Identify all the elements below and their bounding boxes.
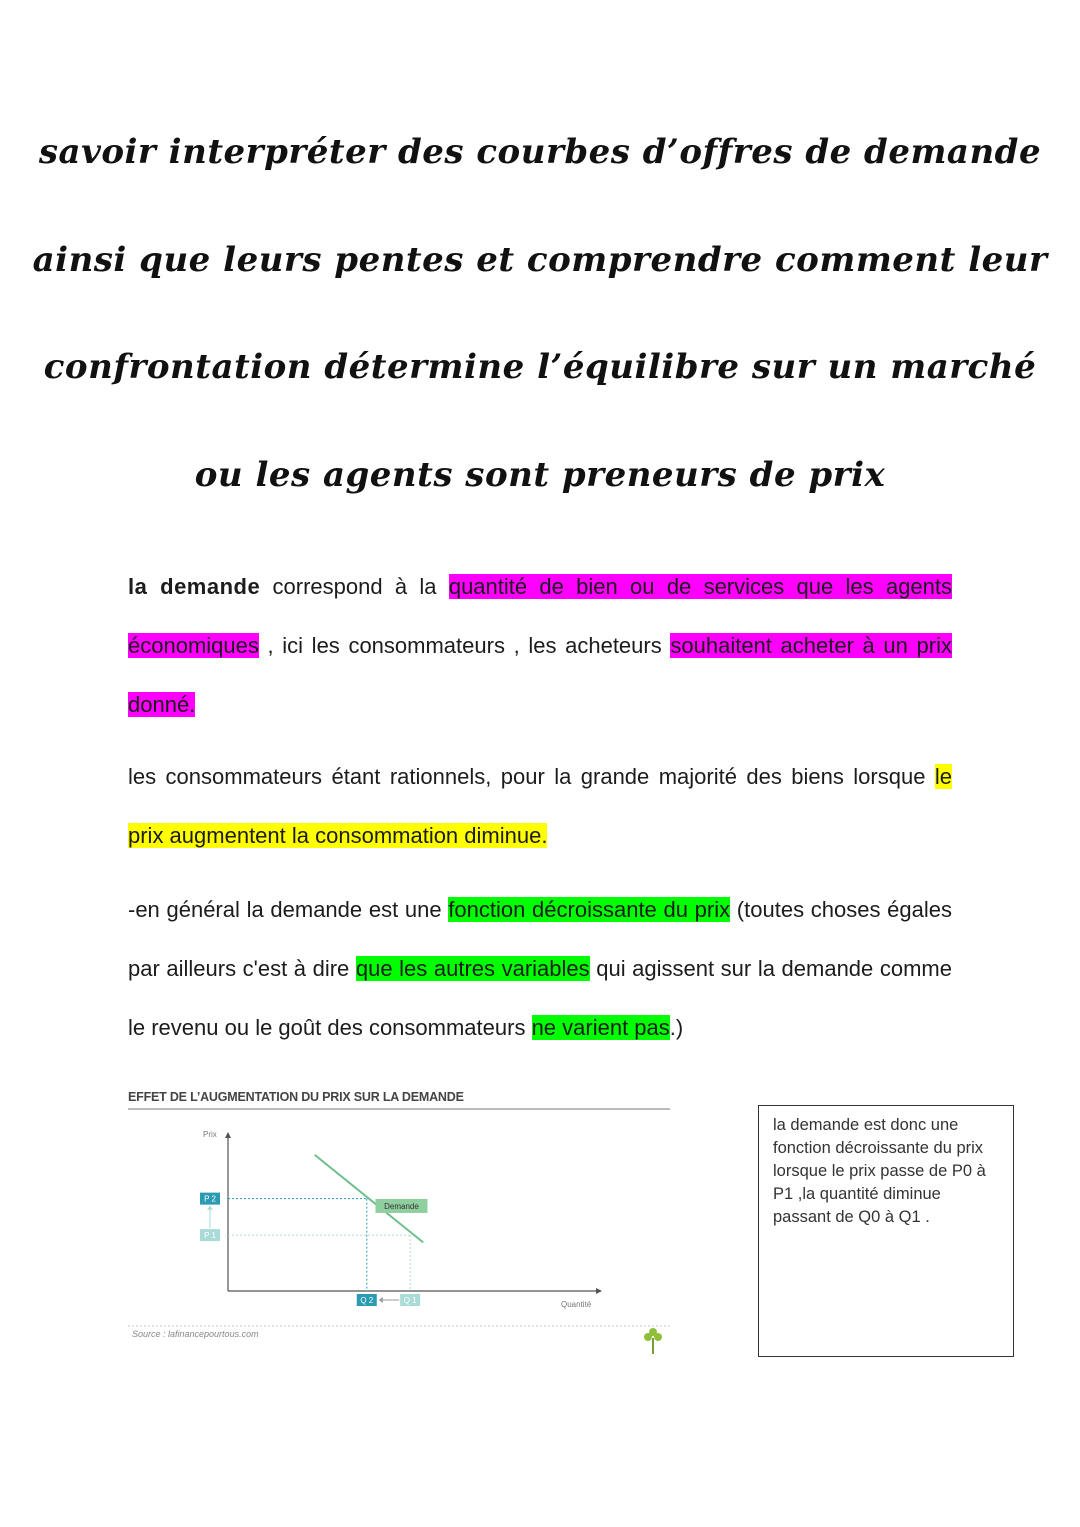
paragraph-decreasing-function: -en général la demande est une fonction décroissante du prix (toutes choses égales par ailleurs c'est à dire que les autres variables qui agissent sur la demande comme le revenu ou le goût des consommateurs ne varient pas.) (128, 897, 952, 1040)
x-axis-arrow (596, 1288, 602, 1294)
demand-chart (126, 1088, 674, 1363)
paragraph-demand-definition: la demande correspond à la quantité de bien ou de services que les agents économiques , ici les consommateurs , les acheteurs souhaitent acheter à un prix donné. (128, 574, 953, 717)
qty-label-1: Q 2 (360, 1296, 374, 1305)
price-label-1: P 2 (204, 1194, 216, 1204)
chart-plot-area (200, 1130, 602, 1309)
highlight-price-increase: le prix augmentent la consommation diminue. (128, 764, 952, 848)
note-text: la demande est donc une fonction décroissante du prix lorsque le prix passe de P0 à P1 ,la quantité diminue passant de Q0 à Q1 . (773, 1116, 986, 1226)
title-line-3: confrontation détermine l’équilibre sur un marché (43, 347, 1037, 387)
highlight-do-not-vary: ne varient pas (531, 1015, 670, 1040)
chart-title: EFFET DE L’AUGMENTATION DU PRIX SUR LA DEMANDE (128, 1090, 464, 1104)
chart-svg (126, 1088, 674, 1363)
demand-curve (315, 1155, 423, 1243)
price-shift-arrowhead (207, 1206, 213, 1210)
title-line-4: ou les agents sont preneurs de prix (194, 455, 886, 495)
chart-source: Source : lafinancepourtous.com (132, 1329, 259, 1339)
price-label-2: P 1 (204, 1231, 216, 1241)
term-demand: la demande (128, 574, 261, 599)
y-axis-label: Prix (203, 1130, 217, 1139)
note-box (758, 1105, 1014, 1357)
qty-shift-arrowhead (379, 1297, 383, 1303)
highlight-wish-to-buy: souhaitent acheter à un prix donné. (128, 633, 952, 717)
y-axis-arrow (225, 1132, 231, 1138)
highlight-decreasing-function: fonction décroissante du prix (448, 897, 731, 922)
title-line-1: savoir interpréter des courbes d’offres de demande (38, 132, 1042, 172)
highlight-other-variables: que les autres variables (355, 956, 590, 981)
x-axis-label: Quantité (561, 1300, 592, 1309)
demand-legend-label: Demande (384, 1201, 419, 1211)
paragraph-rational-consumers: les consommateurs étant rationnels, pour la grande majorité des biens lorsque le prix augmentent la consommation diminue. (128, 764, 952, 848)
tree-logo-icon (644, 1328, 662, 1354)
highlight-quantity: quantité de bien ou de services que les agents économiques (128, 574, 953, 658)
qty-label-2: Q 1 (403, 1296, 417, 1305)
title-line-2: ainsi que leurs pentes et comprendre comment leur (32, 240, 1048, 280)
